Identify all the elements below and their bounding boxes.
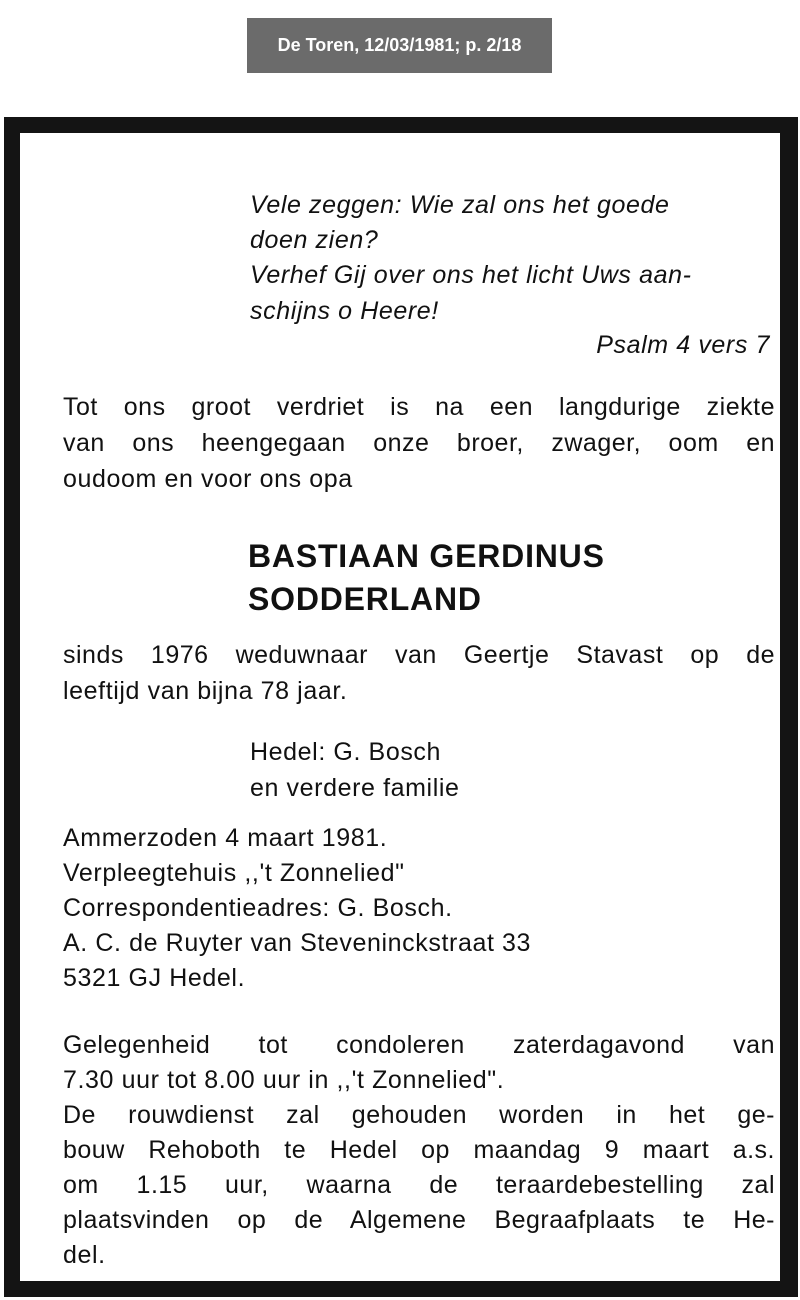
address-line: A. C. de Ruyter van Steveninckstraat 33	[63, 929, 532, 957]
verse-line: schijns o Heere!	[250, 297, 439, 325]
service-line: Gelegenheid tot condoleren zaterdagavond van	[63, 1031, 775, 1059]
source-label	[247, 18, 552, 73]
verse-line: doen zien?	[250, 226, 379, 254]
service-line: om 1.15 uur, waarna de teraardebestelling zal	[63, 1171, 775, 1199]
service-line: bouw Rehoboth te Hedel op maandag 9 maart a.s.	[63, 1136, 775, 1164]
intro-line: van ons heengegaan onze broer, zwager, oom en	[63, 429, 775, 457]
source-text: De Toren, 12/03/1981; p. 2/18	[277, 35, 522, 55]
verse-reference: Psalm 4 vers 7	[596, 331, 770, 359]
details-line: leeftijd van bijna 78 jaar.	[63, 677, 348, 705]
service-line: De rouwdienst zal gehouden worden in het ge-	[63, 1101, 775, 1129]
intro-line: Tot ons groot verdriet is na een langdurige ziekte	[63, 393, 775, 421]
service-line: 7.30 uur tot 8.00 uur in ,,'t Zonnelied".	[63, 1066, 505, 1094]
service-line: del.	[63, 1241, 106, 1269]
notice-body	[20, 133, 780, 1281]
address-line: Correspondentieadres: G. Bosch.	[63, 894, 453, 922]
address-line: Ammerzoden 4 maart 1981.	[63, 824, 388, 852]
details-line: sinds 1976 weduwnaar van Geertje Stavast op de	[63, 641, 775, 669]
intro-line: oudoom en voor ons opa	[63, 465, 353, 493]
service-line: plaatsvinden op de Algemene Begraafplaats te He-	[63, 1206, 775, 1234]
verse-line: Verhef Gij over ons het licht Uws aan-	[250, 261, 692, 289]
family-line: en verdere familie	[250, 774, 460, 802]
address-line: Verpleegtehuis ,,'t Zonnelied"	[63, 859, 405, 887]
verse-line: Vele zeggen: Wie zal ons het goede	[250, 191, 670, 219]
family-line: Hedel: G. Bosch	[250, 738, 442, 766]
deceased-name: BASTIAAN GERDINUS	[248, 538, 605, 574]
deceased-surname: SODDERLAND	[248, 581, 482, 617]
address-line: 5321 GJ Hedel.	[63, 964, 246, 992]
obituary-notice	[4, 117, 798, 1297]
